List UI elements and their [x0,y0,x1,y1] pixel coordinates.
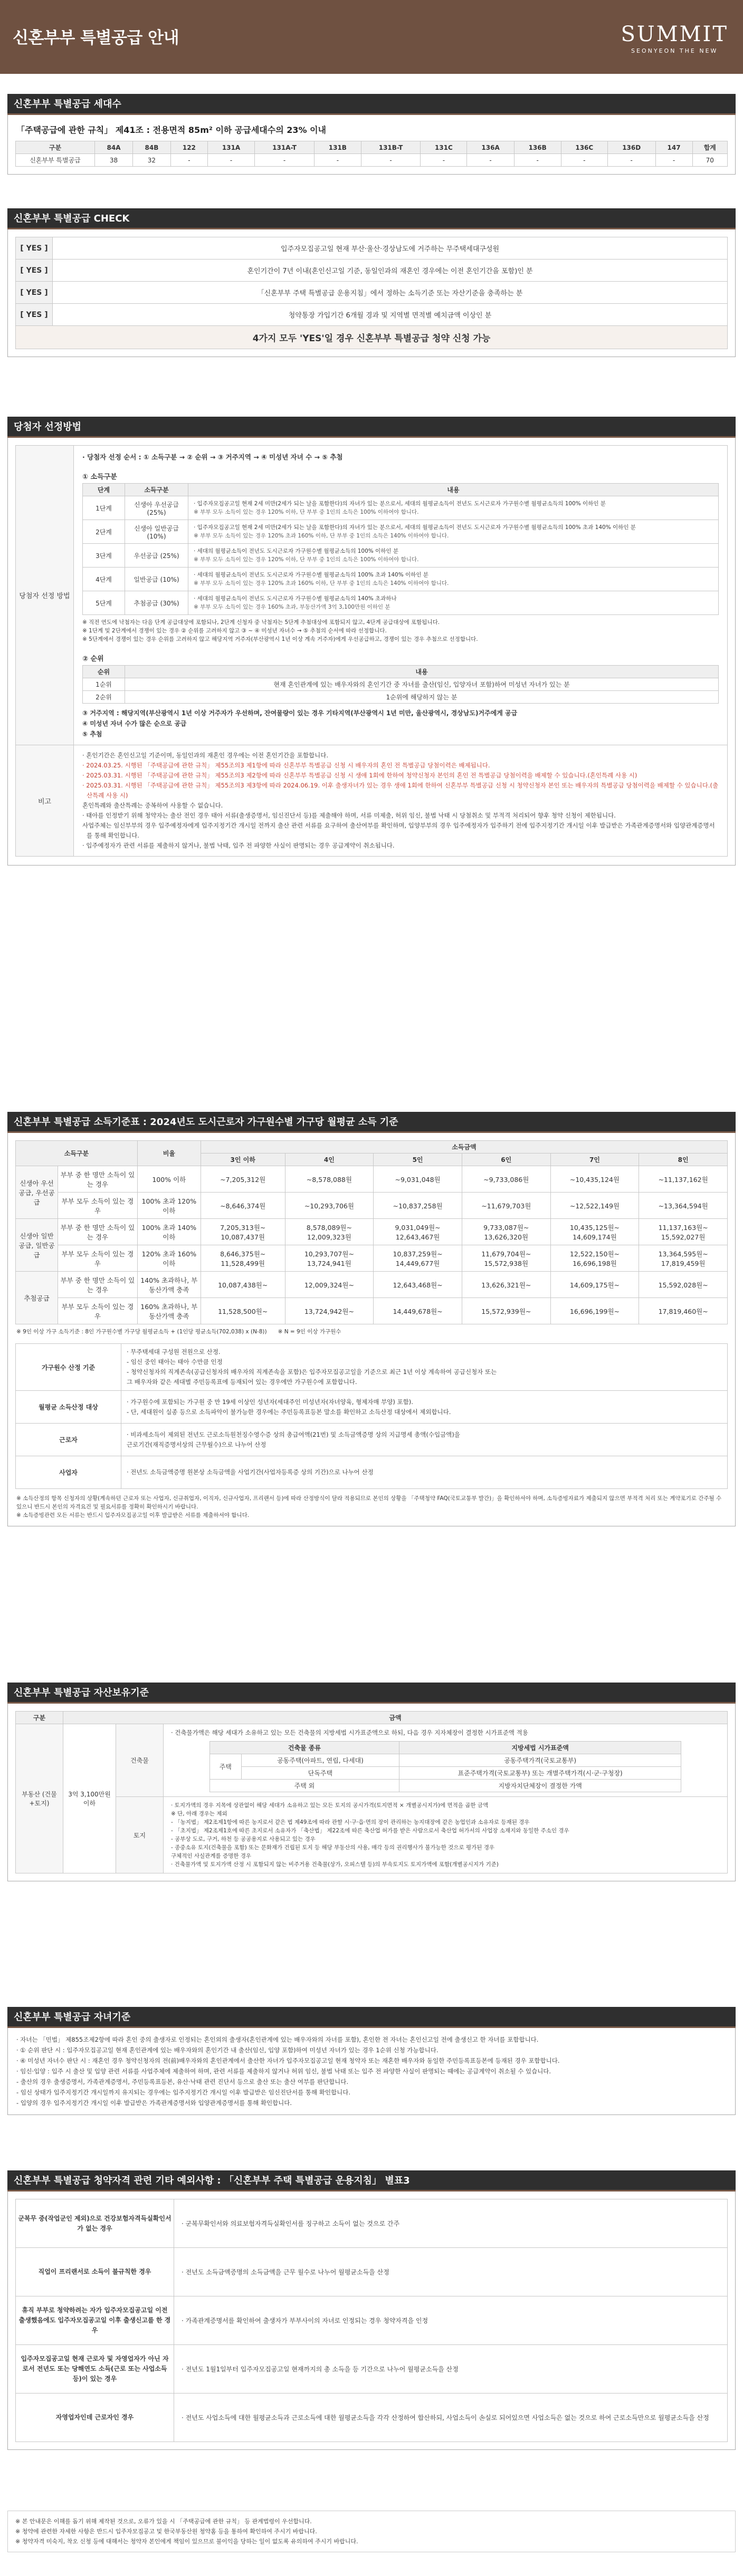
income-ratio: 140% 초과하나, 부동산가액 충족 [137,1272,201,1298]
income-ratio: 100% 초과 140% 이하 [137,1219,201,1245]
income-def-line: - 청약신청자의 직계존속(공급신청자의 배우자의 직계존속을 포함)은 입주자모집공고일을 기준으로 최근 1년 이상 계속하여 공급신청자 또는 [127,1368,497,1376]
remark-line: · 태아를 인정받기 위해 청약자는 출산 전인 경우 태아 서류(출생증명서, 임신진단서 등)를 제출해야 하며, 서류 미제출, 허위 임신, 불법 낙태 시 당첨취소 및 부적격 처리되어 향후 청약 신청이 제한됩니다. [82,812,616,819]
land-line: · 토지가액의 경우 지목에 상관없이 해당 세대가 소유하고 있는 모든 토지의 공시가격(토지면적 × 개별공시지가)에 면적을 곱한 금액 [171,1802,489,1809]
household-size-header: 5인 [374,1154,462,1166]
income-def-line: - 단, 세대원이 실종 등으로 소득파악이 불가능한 경우에는 주민등록표등본 말소를 확인하고 소득산정 대상에서 제외합니다. [127,1408,451,1416]
income-line: ※ 부부 모두 소득이 있는 경우 160% 초과, 부동산가액 3억 3,100만원 이하인 분 [194,604,390,610]
income-amount: 8,646,375원~ 11,528,499원 [201,1245,285,1272]
exception-label: 휴직 부부로 청약하려는 자가 입주자모집공고일 이전 출생했음에도 입주자모집공고일 이후 출생신고를 한 경우 [16,2296,174,2345]
exceptions-table [15,2199,728,2442]
supply-col-header: 122 [170,141,207,154]
income-def-row [16,1344,728,1391]
supply-col-header: 84A [95,141,133,154]
income-note: ※ 5단계에서 경쟁이 있는 경우 순위를 고려하지 않고 해당지역 거주자(부산광역시 1년 이상 계속 거주자)에게 우선공급하고, 경쟁이 있는 경우 추첨으로 선정합니다. [82,636,478,642]
income-cat-cell: 일반공급 (10%) [125,568,188,591]
income-std-notes [15,1489,728,1520]
income-amount: ~12,522,149원 [550,1193,639,1219]
land-line: - 종중소유 토지(건축물을 포함) 또는 문화재가 건립된 토지 등 해당 부동산의 사용, 매각 등의 권리행사가 불가능한 것으로 평가된 경우 [171,1844,494,1851]
th-content: 내용 [188,484,719,496]
exception-content: · 전년도 소득금액증명의 소득금액을 근무 월수로 나누어 월평균소득을 산정 [174,2248,728,2296]
building-value: 지방자치단체장이 결정한 가액 [399,1780,681,1792]
income-amount: 13,364,595원~ 17,819,459원 [639,1245,728,1272]
income-def-label: 근로자 [16,1424,121,1456]
building-value: 표준주택가격(국토교통부) 또는 개별주택가격(시·군·구청장) [399,1767,681,1780]
th-income-cat: 소득구분 [125,484,188,496]
income-sub-label: 부부 중 한 명만 소득이 있는 경우 [58,1272,138,1298]
house-label: 주택 [209,1754,241,1780]
selection-row-label: 당첨자 선정 방법 [16,446,74,745]
income-definition-table [15,1343,728,1489]
th-asset-cat: 구분 [16,1712,63,1724]
selection-tail-line: ④ 미성년 자녀 수가 많은 순으로 공급 [82,720,187,727]
page-title: 신혼부부 특별공급 안내 [13,28,179,47]
income-amount: ~8,578,088원 [285,1166,374,1193]
check-text: 「신혼부부 주택 특별공급 운용지침」에서 정하는 소득기준 또는 자산기준을 충족하는 분 [53,282,728,304]
income-std-row [16,1193,728,1219]
supply-cell: - [361,154,420,167]
income-amount: 10,087,438원~ [201,1272,285,1298]
supply-cell: - [421,154,467,167]
income-note: ※ 직전 연도에 낙첨자는 다음 단계 공급대상에 포함되나, 2단계 신청자 중 낙첨자는 5단계 추첨대상에 포함되지 않고, 4단계 공급대상에 포함됩니다. [82,619,440,626]
remark-line: 혼인특례와 출산특례는 중복하여 사용할 수 없습니다. [82,802,223,809]
check-section-title: 신혼부부 특별공급 CHECK [7,208,736,229]
income-content-cell [188,520,719,544]
income-std-row [16,1219,728,1245]
child-line: - 임신 상태가 입주지정기간 개시일까지 유지되는 경우에는 입주지정기간 개시일 이후 발급받은 임신진단서를 통해 확인합니다. [16,2089,350,2096]
supply-col-header: 131B-T [361,141,420,154]
income-sub-label: 부부 모두 소득이 있는 경우 [58,1298,138,1324]
supply-col-header: 136A [467,141,514,154]
supply-cell: - [314,154,361,167]
footer-line: ※ 청약에 관련한 자세한 사항은 반드시 입주자모집공고 및 한국부동산원 청약홈 등을 통하여 확인하여 주시기 바랍니다. [15,2528,317,2535]
brand-logo [621,23,728,54]
income-subtitle: ① 소득구분 [82,473,117,481]
income-step-table [82,483,719,615]
building-value-table [209,1741,681,1792]
income-def-label: 월평균 소득산정 대상 [16,1391,121,1424]
income-step-row [83,496,719,520]
selection-order: · 당첨자 선정 순서 : ① 소득구분 → ② 순위 → ③ 거주지역 → ④ 미성년 자녀 수 → ⑤ 추첨 [82,453,343,461]
asset-section-title: 신혼부부 특별공급 자산보유기준 [7,1683,736,1704]
income-amount: ~10,293,706원 [285,1193,374,1219]
income-amount: 8,578,089원~ 12,009,323원 [285,1219,374,1245]
supply-section [7,94,736,175]
rank-subtitle: ② 순위 [82,655,104,663]
income-step-row [83,568,719,591]
income-amount: 10,293,707원~ 13,724,941원 [285,1245,374,1272]
income-step-row [83,544,719,568]
income-group-label: 추첨공급 [16,1272,58,1324]
asset-amount: 3억 3,100만원 이하 [63,1724,116,1873]
check-row [16,282,728,304]
building-value: 공동주택가격(국토교통부) [399,1754,681,1767]
income-std-row [16,1272,728,1298]
income-line: · 입주자모집공고일 현재 2세 미만(2세가 되는 날을 포함한다)의 자녀가 있는 분으로서, 세대의 월평균소득이 전년도 도시근로자 가구원수별 월평균소득의 100% 초과 140% 이하인 분 [194,524,636,531]
remark-line: · 2025.03.31. 시행된 「주택공급에 관한 규칙」 제55조의3 제3항에 따라 2024.06.19. 이후 출생자녀가 있는 경우 생애 1회에 한하여 신혼부부 특별공급 신청 시 청약신청자 본인 또는 배우자의 특별공급 당첨이력을 배제할 수 있습니다.(출산특례 사용 시) [82,782,719,799]
remark-line: · 2025.03.31. 시행된 「주택공급에 관한 규칙」 제55조의3 제2항에 따라 신혼부부 특별공급 신청 시 생애 1회에 한하여 청약신청자 본인의 혼인 전 특별공급 당첨이력을 배제할 수 있습니다.(혼인특례 사용 시) [82,772,637,779]
income-amount: 11,679,704원~ 15,572,938원 [462,1245,550,1272]
exception-label: 입주자모집공고일 현재 근로자 및 자영업자가 아닌 자로서 전년도 또는 당해연도 소득(근로 또는 사업소득 등)이 있는 경우 [16,2345,174,2394]
income-cat-cell: 신생아 우선공급 (25%) [125,496,188,520]
check-row [16,304,728,326]
income-def-row [16,1456,728,1489]
income-amount: ~9,733,086원 [462,1166,550,1193]
income-def-line: · 무주택세대 구성원 전원으로 산정. [127,1348,221,1356]
building-intro: · 건축물가액은 해당 세대가 소유하고 있는 모든 건축물의 지방세법 시가표준액으로 하되, 다음 경우 지자체장이 결정한 시가표준액 적용 [171,1729,528,1736]
selection-section-title: 당첨자 선정방법 [7,417,736,438]
supply-cell: - [514,154,561,167]
income-content-cell [188,591,719,615]
income-def-line: · 가구원수에 포함되는 가구원 중 만 19세 이상인 성년자(세대주인 미성년자(자녀양육, 형제자매 부양) 포함). [127,1398,413,1406]
household-size-header: 4인 [285,1154,374,1166]
income-group-label: 신생아 우선공급, 우선공급 [16,1166,58,1219]
exception-row [16,2248,728,2296]
th-asset-amount: 금액 [63,1712,728,1724]
supply-cell: 38 [95,154,133,167]
rank-cell: 1순위 [83,678,125,691]
income-std-section [7,1112,736,1526]
income-note: ※ 1단계 및 2단계에서 경쟁이 있는 경우 ② 순위를 고려하지 않고 ③ ~ ④ 미성년 자녀수 → ⑤ 추첨의 순서에 따라 선정합니다. [82,628,387,634]
remark-line: · 입주예정자가 관련 서류를 제출하지 않거나, 불법 낙태, 입주 전 파양한 사실이 판명되는 경우 공급계약이 취소됩니다. [82,842,395,849]
income-line: · 입주자모집공고일 현재 2세 미만(2세가 되는 날을 포함한다)의 자녀가 있는 분으로서, 세대의 월평균소득이 전년도 도시근로자 가구원수별 월평균소득의 100% 이하인 분 [194,501,606,507]
check-table [15,237,728,349]
supply-col-header: 131B [314,141,361,154]
exception-row [16,2199,728,2248]
income-amount: ~7,205,312원 [201,1166,285,1193]
check-row [16,237,728,259]
income-line: ※ 부부 모두 소득이 있는 경우 120% 이하, 단 부부 중 1인의 소득은 100% 이하여야 합니다. [194,509,419,515]
exception-content: · 전년도 사업소득에 대한 월평균소득과 근로소득에 대한 월평균소득을 각각 산정하여 합산하되, 사업소득이 손실로 되어있으면 사업소득은 없는 것으로 하여 근로소득만으로 월평균소득을 산정 [174,2394,728,2442]
land-line: · 건축물가액 및 토지가액 산정 시 포함되지 않는 비주거용 건축물(상가, 오피스텔 등)의 부속토지도 토지가액에 포함(개별공시지가 기준) [171,1861,499,1868]
th-building-type: 건축물 종류 [209,1742,399,1754]
income-amount: 11,528,500원~ [201,1298,285,1324]
income-def-label: 사업자 [16,1456,121,1489]
income-line: ※ 부부 모두 소득이 있는 경우 120% 초과 160% 이하, 단 부부 중 1인의 소득은 140% 이하여야 합니다. [194,533,449,539]
child-section [7,2007,736,2115]
income-amount: 9,031,049원~ 12,643,467원 [374,1219,462,1245]
income-amount: 7,205,313원~ 10,087,437원 [201,1219,285,1245]
brand-name: SUMMIT [621,22,728,46]
income-cat-cell: 추첨공급 (30%) [125,591,188,615]
supply-col-header: 131A-T [255,141,315,154]
asset-table [15,1711,728,1873]
income-amount: ~10,837,258원 [374,1193,462,1219]
land-line: 구체적인 사실관계를 증명한 경우 [171,1853,252,1859]
income-amount: ~11,137,162원 [639,1166,728,1193]
rank-row [83,691,719,704]
check-text: 혼인기간이 7년 이내(혼인신고일 기준, 동일인과의 재혼인 경우에는 이전 혼인기간을 포함)인 분 [53,259,728,282]
brand-subtitle: SEONYEON THE NEW [631,47,718,54]
supply-cell: - [467,154,514,167]
supply-cell: - [207,154,254,167]
income-amount: 10,435,125원~ 14,609,174원 [550,1219,639,1245]
th-amount: 소득금액 [201,1141,727,1154]
income-amount: ~13,364,594원 [639,1193,728,1219]
supply-cell: 70 [692,154,727,167]
child-line: · ① 순위 판단 시 : 입주자모집공고일 현재 혼인관계에 있는 배우자와의 혼인기간 내 출산(임신, 입양 포함)하여 미성년 자녀가 있는 경우 1순위 신청 가능합니다. [16,2046,439,2054]
income-amount: ~11,679,703원 [462,1193,550,1219]
income-content-cell [188,544,719,568]
income-amount: 13,626,321원~ [462,1272,550,1298]
exception-row [16,2394,728,2442]
footer-notes [7,2511,736,2552]
exception-label: 자영업자인데 근로자인 경우 [16,2394,174,2442]
supply-col-header: 136D [607,141,655,154]
income-step-row [83,520,719,544]
supply-col-header: 131C [421,141,467,154]
supply-cell: 신혼부부 특별공급 [16,154,95,167]
check-text: 청약통장 가입기간 6개월 경과 및 지역별 면적별 예치금액 이상인 분 [53,304,728,326]
income-sub-label: 부부 중 한 명만 소득이 있는 경우 [58,1219,138,1245]
building-type: 단독주택 [241,1767,399,1780]
income-def-line: · 전년도 소득금액증명 원본상 소득금액을 사업기간(사업자등록증 상의 기간)으로 나누어 산정 [127,1468,374,1476]
exceptions-section [7,2170,736,2450]
step-cell: 4단계 [83,568,125,591]
check-conclusion: 4가지 모두 'YES'일 경우 신혼부부 특별공급 청약 신청 가능 [16,326,728,349]
selection-tail-line: ⑤ 추첨 [82,730,102,738]
income-amount: ~9,031,048원 [374,1166,462,1193]
income-def-line: 근로기간(재직증명서상의 근무월수)으로 나누어 산정 [127,1440,266,1448]
building-type: 주택 외 [209,1780,399,1792]
income-amount: ~10,435,124원 [550,1166,639,1193]
asset-row-label: 부동산 (건물+토지) [16,1724,63,1873]
selection-tail-line: ③ 거주지역 : 해당지역(부산광역시 1년 이상 거주자가 우선하며, 잔여물량이 있는 경우 기타지역(부산광역시 1년 미만, 울산광역시, 경상남도)거주에게 공급 [82,709,518,717]
income-def-line: · 비과세소득이 제외된 전년도 근로소득원천징수영수증 상의 총급여액(21번) 및 소득금액증명 상의 지급명세 총액(수입금액)을 [127,1430,460,1438]
income-amount: 15,572,939원~ [462,1298,550,1324]
income-sub-label: 부부 모두 소득이 있는 경우 [58,1245,138,1272]
check-section [7,208,736,357]
rank-cell: 2순위 [83,691,125,704]
child-line: - 입양의 경우 입주지정기간 개시일 이후 발급받은 가족관계증명서와 입양관계증명서를 통해 확인합니다. [16,2099,292,2107]
supply-col-header: 136B [514,141,561,154]
income-line: ※ 부부 모두 소득이 있는 경우 120% 이하, 단 부부 중 1인의 소득은 100% 이하여야 합니다. [194,556,419,563]
land-label: 토지 [116,1797,164,1873]
yes-tag: [ YES ] [16,237,53,259]
land-line: ※ 단, 아래 경우는 제외 [171,1811,227,1817]
land-line: - 공부상 도로, 구거, 하천 등 공공용지로 사용되고 있는 경우 [171,1836,316,1842]
child-line: · 자녀는 「민법」 제855조제2항에 따라 혼인 중의 출생자로 인정되는 혼인외의 출생자(혼인관계에 있는 배우자와의 자녀를 포함), 혼인한 전 자녀는 혼인신고일 전에 출생신고 한 자녀를 포함합니다. [16,2036,539,2043]
income-def-content [121,1424,728,1456]
income-amount: 11,137,163원~ 15,592,027원 [639,1219,728,1245]
child-content [7,2028,736,2115]
income-sub-label: 부부 모두 소득이 있는 경우 [58,1193,138,1219]
check-row [16,259,728,282]
footer-line: ※ 청약자격 미숙지, 착오 신청 등에 대해서는 청약자 본인에게 책임이 있으므로 불이익을 당하는 일이 없도록 유의하여 주시기 바랍니다. [15,2538,358,2545]
selection-section [7,417,736,866]
asset-section [7,1683,736,1881]
income-line: ※ 부부 모두 소득이 있는 경우 120% 초과 160% 이하, 단 부부 중 1인의 소득은 140% 이하여야 합니다. [194,580,449,587]
income-cat-cell: 우선공급 (25%) [125,544,188,568]
page-header [0,0,743,74]
income-std-note: ※ 소득산정의 항목 신청자의 상황(계속하던 근로자 또는 사업자, 신규취업자, 이직자, 신규사업자, 프리랜서 등)에 따라 산정방식이 달라 적용되므로 본인의 상황을 「주택청약 FAQ(국토교통부 발간)」을 확인하셔야 하며, 소득증빙자료가 제출되지 않으면 부적격 처리 또는 계약포기로 간주될 수 있으니 반드시 본인의 자격요건 및 필요서류를 정확히 확인하시기 바랍니다. [16,1495,722,1510]
supply-table [15,141,728,167]
income-std-note: ※ 소득증빙관련 모든 서류는 반드시 입주자모집공고일 이후 발급받은 서류를 제출하셔야 합니다. [16,1512,250,1518]
income-line: · 세대의 월평균소득이 전년도 도시근로자 가구원수별 월평균소득의 100% 이하인 분 [194,548,398,554]
remark-line: · 2024.03.25. 시행된 「주택공급에 관한 규칙」 제55조의3 제1항에 따라 신혼부부 특별공급 신청 시 배우자의 혼인 전 특별공급 당첨이력은 배제됩니다. [82,762,490,769]
land-content [164,1797,728,1873]
income-std-row [16,1245,728,1272]
supply-cell: 32 [133,154,171,167]
income-std-table [15,1140,728,1324]
yes-tag: [ YES ] [16,259,53,282]
supply-col-header: 구분 [16,141,95,154]
income-amount: 9,733,087원~ 13,626,320원 [462,1219,550,1245]
household-size-header: 8인 [639,1154,728,1166]
household-size-header: 6인 [462,1154,550,1166]
income-amount: 13,724,942원~ [285,1298,374,1324]
footer-line: ※ 본 안내문은 이해를 돕기 위해 제작된 것으로, 오류가 있을 시 「주택공급에 관한 규칙」 등 관계법령이 우선합니다. [15,2518,312,2525]
child-line: · 임신·입양 : 입주 시 출산 및 입양 관련 서류를 사업주체에 제출하여 하며, 관련 서류를 제출하지 않거나 허위 임신, 불법 낙태 또는 입주 전 파양한 사실이 판명되는 때에는 공급계약이 취소될 수 있습니다. [16,2068,551,2075]
income-def-line: - 임신 중인 태아는 태아 수만큼 인정 [127,1358,223,1366]
exception-content: · 가족관계증명서를 확인하여 출생자가 부부사이의 자녀로 인정되는 경우 청약자격을 인정 [174,2296,728,2345]
income-amount: 12,522,150원~ 16,696,198원 [550,1245,639,1272]
income-def-row [16,1391,728,1424]
th-ratio: 비율 [137,1141,201,1166]
land-line: - 「초지법」 제2조제1호에 따른 초지로서 소유자가 「축산법」 제22조에 따른 축산업 허가를 받은 사람으로서 축산업 허가서의 사업장 소재지와 동일한 주소인 경우 [171,1828,569,1834]
supply-cell: - [655,154,692,167]
remark-line: · 혼인기간은 혼인신고일 기준이며, 동일인과의 재혼인 경우에는 이전 혼인기간을 포함합니다. [82,752,329,759]
rank-content-cell: 1순위에 해당하지 않는 분 [125,691,719,704]
income-ratio: 120% 초과 160% 이하 [137,1245,201,1272]
exceptions-title: 신혼부부 특별공급 청약자격 관련 기타 예외사항 : 「신혼부부 주택 특별공급 운용지침」 별표3 [7,2170,736,2191]
check-text: 입주자모집공고일 현재 부산·울산·경상남도에 거주하는 무주택세대구성원 [53,237,728,259]
income-def-line: 그 배우자와 같은 세대별 주민등록표에 등재되어 있는 경우에만 가구원수에 포함합니다. [127,1378,357,1386]
exception-label: 군복무 중(작업군인 제외)으로 건강보험자격득실확인서가 없는 경우 [16,2199,174,2248]
step-cell: 5단계 [83,591,125,615]
income-std-row [16,1166,728,1193]
th-building-value: 지방세법 시가표준액 [399,1742,681,1754]
income-amount: 14,609,175원~ [550,1272,639,1298]
income-notes [82,615,719,649]
supply-col-header: 147 [655,141,692,154]
step-cell: 2단계 [83,520,125,544]
supply-col-header: 136C [561,141,607,154]
exception-content: · 군복무확인서와 의료보험자격득실확인서를 징구하고 소득이 없는 것으로 간주 [174,2199,728,2248]
yes-tag: [ YES ] [16,282,53,304]
th-step: 단계 [83,484,125,496]
income-amount: 14,449,678원~ [374,1298,462,1324]
income-std-row [16,1298,728,1324]
income-def-label: 가구원수 산정 기준 [16,1344,121,1391]
th-income-category: 소득구분 [16,1141,138,1166]
income-content-cell [188,568,719,591]
exception-row [16,2345,728,2394]
supply-section-title: 신혼부부 특별공급 세대수 [7,94,736,115]
supply-col-header: 84B [133,141,171,154]
selection-outer-table [15,445,728,857]
exception-row [16,2296,728,2345]
building-type: 공동주택(아파트, 연립, 다세대) [241,1754,399,1767]
supply-cell: - [607,154,655,167]
supply-cell: - [561,154,607,167]
household-size-header: 3인 이하 [201,1154,285,1166]
building-label: 건축물 [116,1724,164,1797]
th-rank-content: 내용 [125,666,719,678]
income-amount: ~8,646,374원 [201,1193,285,1219]
step-cell: 1단계 [83,496,125,520]
child-line: · ④ 미성년 자녀수 판단 시 : 재혼인 경우 청약신청자의 전(前)배우자와의 혼인관계에서 출산한 자녀가 입주자모집공고일 현재 청약자 또는 재혼한 배우자와 동일한 주민등록표등본에 등재된 경우 포함합니다. [16,2057,560,2064]
exception-label: 직업이 프리랜서로 소득이 불규칙한 경우 [16,2248,174,2296]
income-amount: 15,592,028원~ [639,1272,728,1298]
income-std-title: 신혼부부 특별공급 소득기준표 : 2024년도 도시근로자 가구원수별 가구당 월평균 소득 기준 [7,1112,736,1133]
income-amount: 16,696,199원~ [550,1298,639,1324]
household-size-header: 7인 [550,1154,639,1166]
supply-cell: - [170,154,207,167]
rank-content-cell: 현재 혼인관계에 있는 배우자와의 혼인기간 중 자녀를 출산(임신, 입양자녀 포함)하여 미성년 자녀가 있는 분 [125,678,719,691]
income-ratio: 160% 초과하나, 부동산가액 충족 [137,1298,201,1324]
th-rank: 순위 [83,666,125,678]
land-line: - 「농지법」 제2조제1항에 따른 농지로서 같은 법 제49조에 따라 관할 시·구·읍·면의 장이 관리하는 농지대장에 같은 농업인과 소유자로 등재된 경우 [171,1819,530,1825]
income-def-content [121,1456,728,1489]
supply-note: 「주택공급에 관한 규칙」 제41조 : 전용면적 85m² 이하 공급세대수의 23% 이내 [16,125,327,135]
remark-line: 사업주체는 임신부부의 경우 입주예정자에게 입주지정기간 개시일 전까지 출산 관련 서류를 요구하여 출산여부를 확인하며, 입양부부의 경우 입주예정자가 입주하기 전에 입주지정기간 개시일 이후 발급받은 가족관계증명서와 입양관계증명서를 통해 확인합니다. [82,822,715,839]
income-group-label: 신생아 일반공급, 일반공급 [16,1219,58,1272]
income-content-cell [188,496,719,520]
income-line: · 세대의 월평균소득이 전년도 도시근로자 가구원수별 월평균소득의 140% 초과하나 [194,595,397,602]
supply-col-header: 합계 [692,141,727,154]
income-amount: 17,819,460원~ [639,1298,728,1324]
income-line: · 세대의 월평균소득이 전년도 도시근로자 가구원수별 월평균소득의 100% 초과 140% 이하인 분 [194,572,428,578]
income-cat-cell: 신생아 일반공급 (10%) [125,520,188,544]
income-ratio: 100% 초과 120% 이하 [137,1193,201,1219]
income-amount: 10,837,259원~ 14,449,677원 [374,1245,462,1272]
child-section-title: 신혼부부 특별공급 자녀기준 [7,2007,736,2028]
child-line: - 출산의 경우 출생증명서, 가족관계증명서, 주민등록표등본, 유산·낙태 관련 진단서 등으로 출산 또는 출산 여부를 판단합니다. [16,2078,349,2085]
supply-col-header: 131A [207,141,254,154]
income-footnote: ※ 9인 이상 가구 소득기준 : 8인 가구원수별 가구당 월평균소득 + (1인당 평균소득(702,038) x (N-8)) ※ N = 9인 이상 가구원수 [16,1329,341,1335]
exception-content: · 전년도 1월1일부터 입주자모집공고일 현재까지의 총 소득을 등 기간으로 나누어 월평균소득을 산정 [174,2345,728,2394]
income-def-content [121,1344,728,1391]
remarks-content [74,745,728,857]
income-def-row [16,1424,728,1456]
supply-cell: - [255,154,315,167]
income-def-content [121,1391,728,1424]
remarks-label: 비고 [16,745,74,857]
step-cell: 3단계 [83,544,125,568]
income-ratio: 100% 이하 [137,1166,201,1193]
rank-row [83,678,719,691]
income-amount: 12,009,324원~ [285,1272,374,1298]
yes-tag: [ YES ] [16,304,53,326]
income-step-row [83,591,719,615]
income-amount: 12,643,468원~ [374,1272,462,1298]
income-sub-label: 부부 중 한 명만 소득이 있는 경우 [58,1166,138,1193]
selection-tail [82,704,719,741]
rank-table [82,665,719,704]
